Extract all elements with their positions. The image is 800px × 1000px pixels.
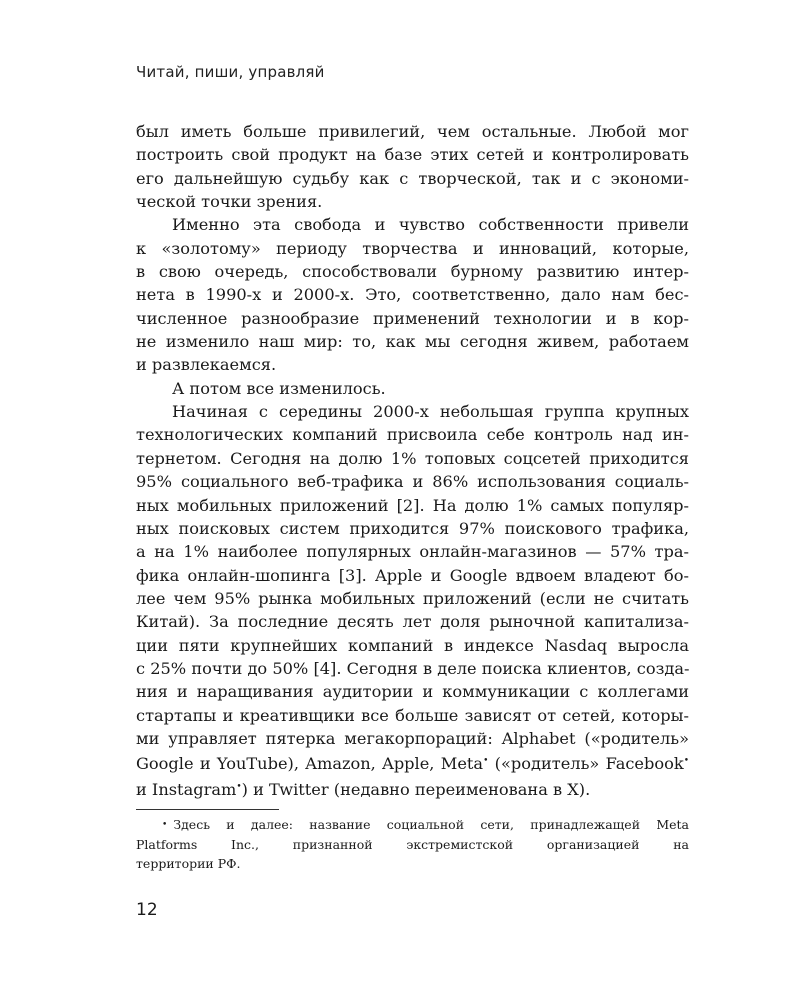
- text-line: не изменило наш мир: то, как мы сегодня живем, работаем: [136, 332, 689, 352]
- running-title: Читай, пиши, управляй: [136, 63, 325, 81]
- paragraph-3: [136, 377, 689, 400]
- footnote-line: [136, 815, 689, 835]
- body-text: [136, 120, 689, 801]
- text-line: А потом все изменилось.: [172, 378, 386, 398]
- text-line: к «золотому» периоду творчества и инноваций, которые,: [136, 238, 689, 258]
- text-line-with-markers: [136, 776, 689, 801]
- text-line-with-markers: [136, 750, 689, 775]
- text-line: Китай). За последние десять лет доля рыночной капитализа-: [136, 612, 689, 632]
- footnote-line: Platforms Inc., признанной экстремистской организацией на: [136, 837, 689, 852]
- text-line: численное разнообразие применений технологии и в кор-: [136, 308, 689, 328]
- text-segment: и Instagram: [136, 779, 237, 799]
- text-segment: Google и YouTube), Amazon, Apple, Meta: [136, 754, 484, 774]
- paragraph-1: [136, 120, 689, 213]
- footnote-divider: [136, 809, 279, 810]
- text-segment: («родитель» Facebook: [488, 754, 684, 774]
- text-segment: ) и Twitter (недавно переименована в X).: [241, 779, 591, 799]
- text-line: нета в 1990-х и 2000-х. Это, соответственно, дало нам бес-: [136, 285, 689, 305]
- text-line: стартапы и креативщики все больше зависят от сетей, которы-: [136, 705, 689, 725]
- text-line: в свою очередь, способствовали бурному развитию интер-: [136, 262, 689, 282]
- text-line: ческой точки зрения.: [136, 192, 323, 212]
- text-line: и развлекаемся.: [136, 355, 277, 375]
- text-line: Именно эта свобода и чувство собственности привели: [172, 215, 689, 235]
- text-line: его дальнейшую судьбу как с творческой, так и с экономи-: [136, 168, 689, 188]
- text-line: технологических компаний присвоила себе контроль над ин-: [136, 425, 689, 445]
- text-line: 95% социального веб-трафика и 86% использования социаль-: [136, 472, 689, 492]
- footnote-text: Здесь и далее: название социальной сети, принадлежащей Meta: [173, 817, 689, 832]
- text-line: а на 1% наиболее популярных онлайн-магазинов — 57% тра-: [136, 542, 689, 562]
- text-line: с 25% почти до 50% [4]. Сегодня в деле поиска клиентов, созда-: [136, 658, 690, 678]
- footnote-line: территории РФ.: [136, 856, 241, 871]
- text-line: был иметь больше привилегий, чем остальные. Любой мог: [136, 122, 689, 141]
- text-line: Начиная с середины 2000-х небольшая группа крупных: [172, 402, 689, 422]
- footnote: [136, 815, 689, 873]
- text-line: лее чем 95% рынка мобильных приложений (если не считать: [136, 588, 689, 608]
- footnote-marker: •: [683, 756, 689, 767]
- text-line: ния и наращивания аудитории и коммуникации с коллегами: [136, 682, 689, 702]
- text-line: построить свой продукт на базе этих сетей и контролировать: [136, 145, 689, 165]
- text-line: ции пяти крупнейших компаний в индексе Nasdaq выросла: [136, 635, 689, 655]
- paragraph-2: [136, 213, 689, 376]
- text-line: тернетом. Сегодня на долю 1% топовых соцсетей приходится: [136, 448, 689, 468]
- footnote-marker: •: [483, 756, 489, 767]
- text-line: фика онлайн-шопинга [3]. Apple и Google вдвоем владеют бо-: [136, 565, 689, 585]
- page-number: 12: [136, 900, 158, 920]
- text-line: ных поисковых систем приходится 97% поискового трафика,: [136, 518, 689, 538]
- footnote-marker: •: [162, 820, 168, 830]
- paragraph-4: [136, 400, 689, 801]
- text-line: ми управляет пятерка мегакорпораций: Alphabet («родитель»: [136, 728, 689, 748]
- footnote-marker: •: [236, 781, 242, 792]
- text-line: ных мобильных приложений [2]. На долю 1% самых популяр-: [136, 495, 689, 515]
